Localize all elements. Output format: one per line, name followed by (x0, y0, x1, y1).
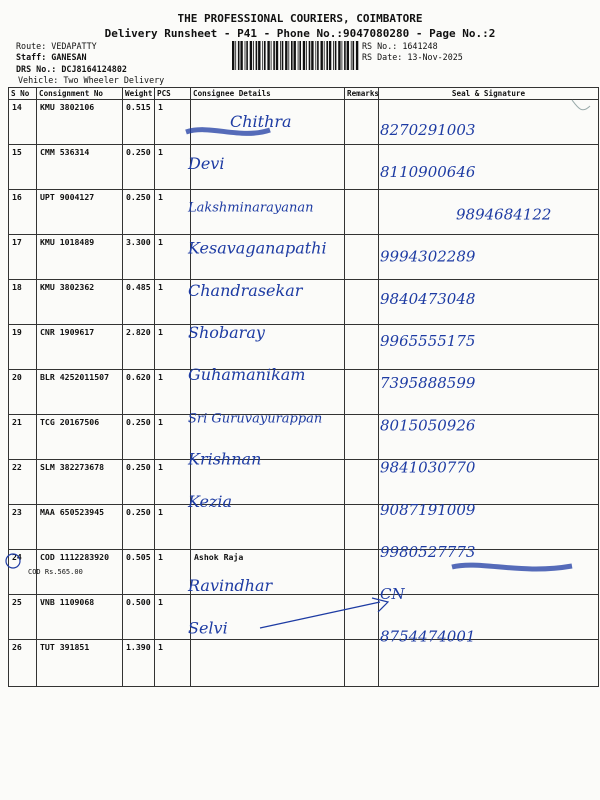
table-row (9, 100, 599, 145)
barcode-bar (342, 41, 343, 70)
cell-consignee-text: Ashok Raja (194, 552, 244, 562)
cell-consignment (37, 190, 123, 235)
handwritten-signature: 9087191009 (380, 500, 476, 519)
cell-signature (379, 145, 599, 190)
cell-remarks (345, 370, 379, 415)
staff-label: Staff: GANESAN (16, 52, 87, 62)
cell-pcs-text: 1 (158, 372, 163, 382)
cell-pcs (155, 280, 191, 325)
table-row (9, 235, 599, 280)
cell-remarks (345, 145, 379, 190)
barcode-bar (232, 41, 234, 70)
cell-remarks (345, 460, 379, 505)
cell-pcs-text: 1 (158, 552, 163, 562)
cell-consignee (191, 550, 345, 595)
barcode-bar (280, 41, 281, 70)
cell-consignee (191, 280, 345, 325)
cell-sno (9, 460, 37, 505)
barcode-bar (338, 41, 340, 70)
handwritten-name: Lakshminarayanan (188, 200, 314, 216)
barcode-bar (240, 41, 242, 70)
cell-weight-text: 0.250 (126, 462, 151, 472)
barcode-bar (250, 41, 252, 70)
route-label: Route: VEDAPATTY (16, 41, 97, 51)
cell-weight-text: 0.250 (126, 147, 151, 157)
rs-date: RS Date: 13-Nov-2025 (362, 52, 463, 62)
cell-signature (379, 640, 599, 687)
cell-pcs (155, 370, 191, 415)
barcode-bar (246, 41, 248, 70)
cell-consignment-text: KMU 3802362 (40, 282, 95, 292)
barcode-bar (344, 41, 346, 70)
cell-pcs (155, 100, 191, 145)
cell-consignment-text: KMU 1018489 (40, 237, 95, 247)
cell-sno-text: 17 (12, 237, 22, 247)
handwritten-signature: 9840473048 (380, 289, 476, 308)
col-signature: Seal & Signature (379, 88, 599, 100)
cell-consignment (37, 280, 123, 325)
col-consignment: Consignment No (37, 88, 123, 100)
barcode-bar (303, 41, 305, 70)
cell-consignment (37, 460, 123, 505)
table-row (9, 415, 599, 460)
barcode-bar (282, 41, 284, 70)
cell-weight (123, 460, 155, 505)
cell-sno-text: 18 (12, 282, 22, 292)
cell-sno-text: 26 (12, 642, 22, 652)
barcode-bar (235, 41, 236, 70)
table-row (9, 595, 599, 640)
cell-remarks (345, 190, 379, 235)
cell-weight (123, 280, 155, 325)
cell-weight-text: 0.515 (126, 102, 151, 112)
barcode-bar (264, 41, 266, 70)
cell-consignment (37, 595, 123, 640)
cell-sno (9, 280, 37, 325)
cell-pcs (155, 460, 191, 505)
cell-signature (379, 100, 599, 145)
cell-remarks (345, 415, 379, 460)
handwritten-signature: 7395888599 (380, 374, 476, 393)
table-row (9, 370, 599, 415)
cell-weight (123, 415, 155, 460)
handwritten-signature: 8110900646 (380, 163, 476, 182)
barcode-bar (271, 41, 272, 70)
cell-consignee (191, 325, 345, 370)
table-row (9, 325, 599, 370)
cell-pcs-text: 1 (158, 102, 163, 112)
barcode-bar (299, 41, 301, 70)
cell-consignee (191, 640, 345, 687)
cell-consignment-text: COD 1112283920 (40, 552, 110, 562)
cell-sno-text: 14 (12, 102, 22, 112)
cell-sno (9, 640, 37, 687)
cell-consignment-text: BLR 4252011507 (40, 372, 110, 382)
table-row (9, 505, 599, 550)
cell-remarks (345, 280, 379, 325)
cell-sno-text: 24 (12, 552, 22, 562)
cell-weight-text: 0.500 (126, 597, 151, 607)
cell-consignment (37, 100, 123, 145)
barcode-bar (321, 41, 323, 70)
barcode-bar (267, 41, 269, 70)
cell-remarks (345, 325, 379, 370)
cell-sno (9, 325, 37, 370)
cell-weight-text: 0.250 (126, 507, 151, 517)
cell-sno-text: 22 (12, 462, 22, 472)
cell-sno (9, 235, 37, 280)
barcode-bar (326, 41, 328, 70)
handwritten-name: Chithra (230, 112, 292, 131)
drs-number: DRS No.: DCJ8164124802 (16, 64, 127, 74)
cell-consignee (191, 415, 345, 460)
cell-consignment-text: VNB 1109068 (40, 597, 95, 607)
cell-remarks (345, 100, 379, 145)
cell-pcs (155, 190, 191, 235)
cell-signature (379, 550, 599, 595)
table-row (9, 550, 599, 595)
cell-weight (123, 190, 155, 235)
handwritten-signature: 9894684122 (456, 205, 552, 224)
cell-consignment (37, 640, 123, 687)
cell-weight (123, 505, 155, 550)
handwritten-signature: 9980527773 (380, 543, 476, 561)
barcode-bar (245, 41, 246, 70)
cell-sno-text: 21 (12, 417, 22, 427)
handwritten-name: Kezia (188, 491, 233, 511)
cell-consignment (37, 415, 123, 460)
barcode-bar (253, 41, 254, 70)
handwritten-name: Guhamanikam (188, 365, 306, 385)
cell-consignment-text: UPT 9004127 (40, 192, 95, 202)
barcode-bar (306, 41, 307, 70)
cell-consignee (191, 460, 345, 505)
cell-pcs-text: 1 (158, 642, 163, 652)
barcode-bar (288, 41, 289, 70)
cell-consignment (37, 505, 123, 550)
handwritten-name: Selvi (188, 618, 228, 638)
col-remarks: Remarks (345, 88, 379, 100)
barcode-bar (324, 41, 325, 70)
handwritten-signature: 9994302289 (380, 247, 476, 266)
cell-sno (9, 100, 37, 145)
cell-weight-text: 1.390 (126, 642, 151, 652)
cell-weight (123, 235, 155, 280)
cell-weight-text: 0.505 (126, 552, 151, 562)
barcode-bar (351, 41, 352, 70)
barcode-bar (258, 41, 260, 70)
cell-signature (379, 280, 599, 325)
cell-weight-text: 0.485 (126, 282, 151, 292)
cell-signature (379, 325, 599, 370)
company-title: THE PROFESSIONAL COURIERS, COIMBATORE (177, 12, 423, 25)
cell-consignee (191, 595, 345, 640)
barcode-bar (356, 41, 358, 70)
cell-consignee (191, 190, 345, 235)
cell-consignment-text: CMM 536314 (40, 147, 90, 157)
col-pcs: PCS (155, 88, 191, 100)
barcode-bar (317, 41, 319, 70)
cell-signature (379, 505, 599, 550)
handwritten-signature: 9841030770 (380, 458, 476, 477)
cell-pcs-text: 1 (158, 237, 163, 247)
col-consignee: Consignee Details (191, 88, 345, 100)
cell-pcs-text: 1 (158, 462, 163, 472)
cell-consignment (37, 235, 123, 280)
cell-pcs (155, 325, 191, 370)
handwritten-signature: 8754474001 (380, 627, 476, 646)
cell-weight (123, 100, 155, 145)
cell-signature (379, 460, 599, 505)
cell-remarks (345, 235, 379, 280)
barcode-bar (335, 41, 337, 70)
handwritten-name: Chandrasekar (188, 280, 303, 300)
runsheet-subtitle: Delivery Runsheet - P41 - Phone No.:9047080280 - Page No.:2 (104, 27, 496, 40)
cod-amount: COD Rs.565.00 (28, 568, 83, 576)
runsheet-table (8, 87, 599, 687)
cell-sno-text: 16 (12, 192, 22, 202)
cell-pcs (155, 595, 191, 640)
barcode-bar (262, 41, 263, 70)
barcode-image (232, 41, 358, 70)
barcode-bar (333, 41, 334, 70)
barcode-bar (294, 41, 296, 70)
barcode-bar (238, 41, 240, 70)
barcode-bar (353, 41, 355, 70)
barcode-bar (285, 41, 287, 70)
cell-pcs-text: 1 (158, 507, 163, 517)
cell-sno (9, 190, 37, 235)
cell-pcs (155, 550, 191, 595)
barcode-bar (309, 41, 311, 70)
barcode-bar (276, 41, 278, 70)
cell-consignment (37, 325, 123, 370)
cell-remarks (345, 640, 379, 687)
cell-pcs-text: 1 (158, 282, 163, 292)
cell-consignment-text: TCG 20167506 (40, 417, 100, 427)
barcode-bar (298, 41, 299, 70)
cell-signature (379, 190, 599, 235)
barcode-bar (311, 41, 313, 70)
cell-consignee (191, 505, 345, 550)
cell-weight (123, 145, 155, 190)
cell-weight-text: 2.820 (126, 327, 151, 337)
handwritten-signature: 8270291003 (380, 121, 476, 139)
col-sno: S No (9, 88, 37, 100)
cell-sno-text: 15 (12, 147, 22, 157)
handwritten-name: Shobaray (188, 323, 265, 342)
cell-remarks (345, 550, 379, 595)
cell-consignment-text: MAA 650523945 (40, 507, 105, 517)
cell-consignment-text: CNR 1909617 (40, 327, 95, 337)
barcode-bar (315, 41, 316, 70)
barcode-bar (256, 41, 258, 70)
handwritten-signature: 8015050926 (380, 416, 476, 435)
cell-signature (379, 595, 599, 640)
cell-consignee (191, 235, 345, 280)
cell-consignment (37, 370, 123, 415)
table-header-row (9, 88, 599, 100)
cell-pcs (155, 505, 191, 550)
cell-signature (379, 370, 599, 415)
cell-consignee (191, 145, 345, 190)
handwritten-signature: 9965555175 (380, 332, 476, 350)
cell-pcs (155, 145, 191, 190)
cell-remarks (345, 595, 379, 640)
cell-weight-text: 0.250 (126, 417, 151, 427)
handwritten-name: Ravindhar (188, 576, 273, 596)
cell-consignment-text: KMU 3802106 (40, 102, 95, 112)
cell-pcs-text: 1 (158, 192, 163, 202)
cell-signature (379, 235, 599, 280)
cell-consignee (191, 370, 345, 415)
cell-weight (123, 325, 155, 370)
cell-weight-text: 0.250 (126, 192, 151, 202)
cell-remarks (345, 505, 379, 550)
cell-weight-text: 0.620 (126, 372, 151, 382)
table-row (9, 190, 599, 235)
cell-sno-text: 23 (12, 507, 22, 517)
cell-consignment-text: TUT 391851 (40, 642, 90, 652)
barcode-bar (291, 41, 293, 70)
cell-pcs (155, 415, 191, 460)
cell-weight-text: 3.300 (126, 237, 151, 247)
cell-weight (123, 550, 155, 595)
table-row (9, 460, 599, 505)
rs-number: RS No.: 1641248 (362, 41, 438, 51)
cell-weight (123, 595, 155, 640)
cell-signature (379, 415, 599, 460)
cell-pcs (155, 235, 191, 280)
cell-consignment (37, 145, 123, 190)
cell-consignment (28, 550, 123, 595)
table-row (9, 145, 599, 190)
vehicle-label: Vehicle: Two Wheeler Delivery (18, 75, 165, 85)
cell-sno (9, 595, 37, 640)
cell-sno (9, 370, 37, 415)
cell-sno-text: 25 (12, 597, 22, 607)
handwritten-name: Sri Guruvayurappan (188, 411, 323, 427)
barcode-bar (347, 41, 349, 70)
cell-pcs-text: 1 (158, 417, 163, 427)
cell-sno (9, 145, 37, 190)
barcode-bar (273, 41, 275, 70)
handwritten-signature: CN (380, 585, 405, 604)
table-row (9, 640, 599, 687)
col-weight: Weight (123, 88, 155, 100)
table-row (9, 280, 599, 325)
cell-weight (123, 370, 155, 415)
cell-sno (9, 415, 37, 460)
handwritten-name: Devi (188, 154, 225, 174)
cell-sno-text: 19 (12, 327, 22, 337)
cell-sno (9, 505, 37, 550)
cell-pcs-text: 1 (158, 327, 163, 337)
cell-consignee (191, 100, 345, 145)
cell-pcs-text: 1 (158, 597, 163, 607)
cell-sno-text: 20 (12, 372, 22, 382)
barcode-bar (329, 41, 331, 70)
handwritten-name: Kesavaganapathi (188, 238, 327, 258)
cell-consignment-text: SLM 382273678 (40, 462, 105, 472)
handwritten-name: Krishnan (188, 449, 262, 469)
cell-pcs (155, 640, 191, 687)
cell-weight (123, 640, 155, 687)
cell-pcs-text: 1 (158, 147, 163, 157)
